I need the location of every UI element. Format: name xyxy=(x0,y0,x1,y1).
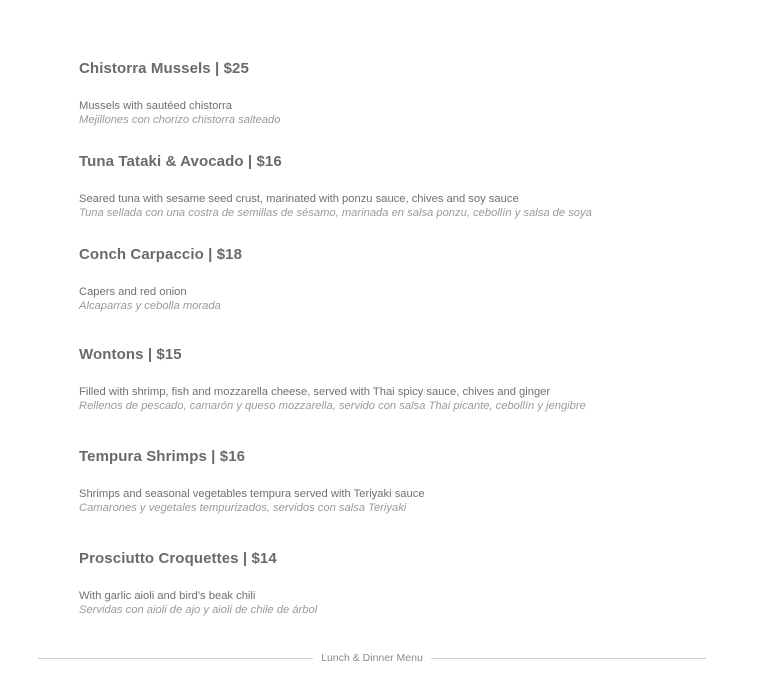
page-footer xyxy=(38,650,706,666)
menu-item xyxy=(79,246,739,313)
menu-item-title: Chistorra Mussels | $25 xyxy=(79,60,249,77)
menu-item-title: Wontons | $15 xyxy=(79,346,182,363)
menu-item xyxy=(79,448,739,515)
menu-item-description-es: Rellenos de pescado, camarón y queso mozzarella, servido con salsa Thai picante, cebollín y jengibre xyxy=(79,400,586,412)
menu-item-description-en: With garlic aioli and bird’s beak chili xyxy=(79,590,256,602)
menu-item-description-en: Capers and red onion xyxy=(79,286,187,298)
menu-item-description-es: Alcaparras y cebolla morada xyxy=(79,300,221,312)
menu-item xyxy=(79,153,739,220)
footer-divider-right xyxy=(431,658,706,659)
menu-item-description-en: Shrimps and seasonal vegetables tempura served with Teriyaki sauce xyxy=(79,488,425,500)
menu-item-title: Tuna Tataki & Avocado | $16 xyxy=(79,153,282,170)
menu-item-description-en: Seared tuna with sesame seed crust, marinated with ponzu sauce, chives and soy sauce xyxy=(79,193,519,205)
menu-item-description-es: Tuna sellada con una costra de semillas de sésamo, marinada en salsa ponzu, cebollín y salsa de soya xyxy=(79,207,592,219)
menu-item-description-en: Filled with shrimp, fish and mozzarella cheese, served with Thai spicy sauce, chives and ginger xyxy=(79,386,551,398)
menu-item xyxy=(79,60,739,127)
menu-item-description-es: Camarones y vegetales tempurizados, servidos con salsa Teriyaki xyxy=(79,502,407,514)
menu-item-description-es: Mejillones con chorizo chistorra salteado xyxy=(79,114,281,126)
menu-item xyxy=(79,346,739,413)
menu-item-title: Tempura Shrimps | $16 xyxy=(79,448,246,465)
menu-item-title: Prosciutto Croquettes | $14 xyxy=(79,550,277,567)
menu-item-description-en: Mussels with sautéed chistorra xyxy=(79,100,232,112)
menu-item-description-es: Servidas con aioli de ajo y aioli de chile de árbol xyxy=(79,604,318,616)
footer-label: Lunch & Dinner Menu xyxy=(321,652,423,664)
menu-item xyxy=(79,550,739,617)
footer-divider-left xyxy=(38,658,313,659)
menu-item-title: Conch Carpaccio | $18 xyxy=(79,246,243,263)
